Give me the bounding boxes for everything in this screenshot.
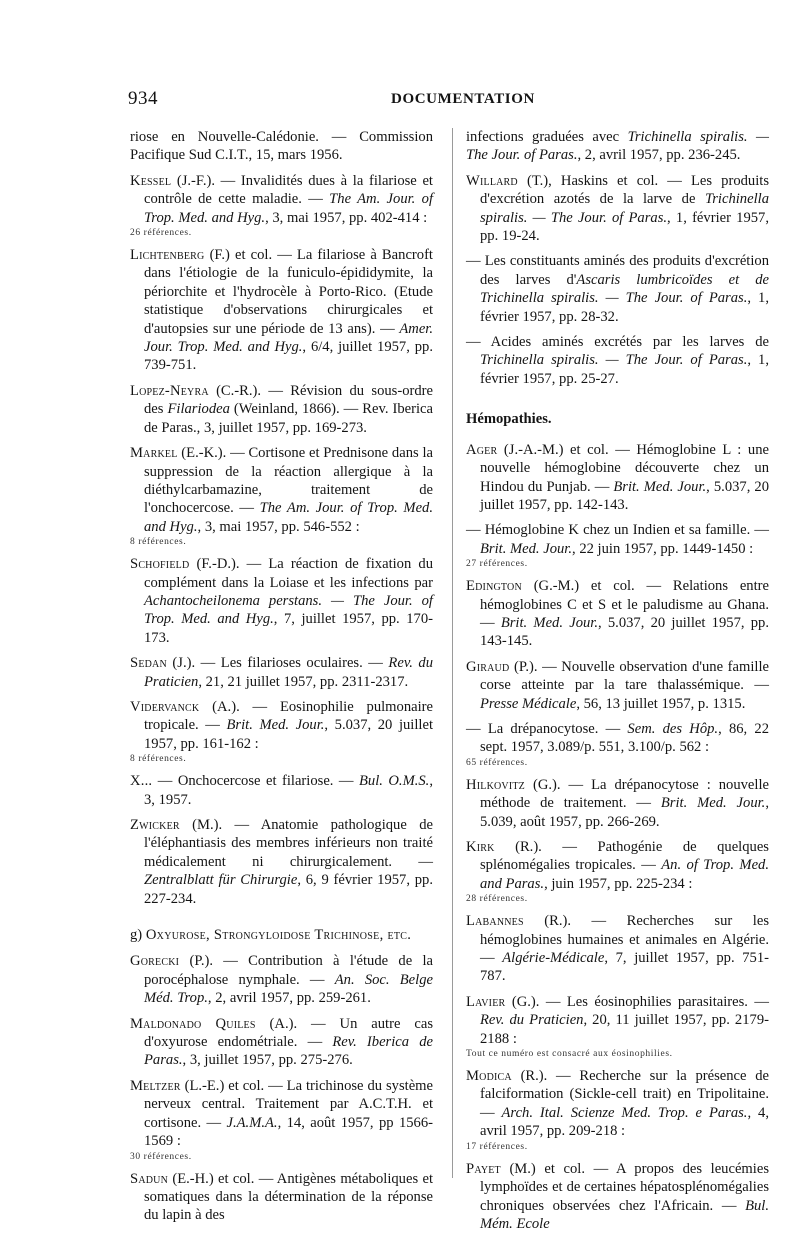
entry-author: Sadun: [130, 1170, 169, 1187]
bibliography-entry: [466, 912, 769, 986]
entry-text: (R.). — Pathogénie de quelques splénomégalies tropicales. —: [480, 839, 769, 874]
bibliography-entry: [130, 698, 433, 765]
bibliography-entry: [130, 816, 433, 908]
bibliography-entry: [466, 172, 769, 246]
bibliography-entry: [466, 993, 769, 1060]
entry-reference-count: 28 références.: [466, 894, 528, 905]
entry-author: Maldonado Quiles: [130, 1015, 256, 1032]
bibliography-entry: [466, 441, 769, 515]
bibliography-entry: [466, 776, 769, 831]
bibliography-entry: [130, 1170, 433, 1225]
entry-citation: , 5.037, 20 juillet 1957, pp. 143-145.: [480, 614, 769, 650]
entry-author: Edington: [466, 578, 522, 595]
column-divider: [452, 128, 453, 1178]
entry-journal: Achantocheilonema perstans. — The Jour. of Trop. Med. and Hyg.: [144, 592, 433, 628]
continued-entry: riose en Nouvelle-Calédonie. — Commission Pacifique Sud C.I.T., 15, mars 1956.: [130, 129, 433, 164]
bibliography-entry: [466, 252, 769, 326]
entry-reference-count: 8 références.: [130, 537, 187, 548]
bibliography-entry: [130, 772, 433, 809]
entry-text: (J.-A.-M.) et col. — Hémoglobine L : une nouvelle hémoglobine découverte chez un Hindou du Punjab. —: [480, 441, 769, 495]
entry-citation: , 6, 9 février 1957, pp. 227-234.: [144, 872, 433, 907]
entry-text: — Onchocercose et filariose. —: [152, 773, 359, 790]
entry-text: (R.). — Recherches sur les hémoglobines humaines et animales en Algérie. —: [480, 913, 769, 967]
bibliography-entry: [466, 838, 769, 905]
entry-reference-count: Tout ce numéro est consacré aux éosinophilies.: [466, 1049, 673, 1060]
entry-author: Sedan: [130, 655, 167, 672]
bibliography-entry: [130, 444, 433, 548]
entry-list: [130, 952, 433, 1224]
entry-journal: Ascaris lumbricoïdes et de Trichinella spiralis. — The Jour. of Paras.: [480, 271, 769, 307]
entry-list: [466, 441, 769, 1234]
entry-citation: , 5.037, 20 juillet 1957, pp. 161-162 :: [144, 717, 433, 752]
entry-list: [130, 172, 433, 908]
entry-text: (P.). — Nouvelle observation d'une famille corse atteinte par la tare thalassémique. —: [480, 658, 769, 694]
section-title: Oxyurose, Strongyloidose Trichinose, etc.: [145, 927, 412, 944]
entry-journal: An. of Trop. Med. and Paras.: [480, 857, 769, 892]
bibliography-entry: [466, 577, 769, 651]
entry-author: Kessel: [130, 172, 172, 189]
bibliography-entry: [466, 720, 769, 769]
entry-text: (E.-K.). — Cortisone et Prednisone dans la suppression de la réaction allergique à la diéthylcarbamazine, traitement de l'onchocercose. —: [144, 445, 433, 517]
entry-journal: Brit. Med. Jour.: [480, 540, 573, 557]
entry-journal: The Am. Jour. of Trop. Med. and Hyg.: [144, 191, 433, 226]
entry-author: Schofield: [130, 556, 190, 573]
entry-journal: Brit. Med. Jour.: [660, 795, 766, 812]
entry-journal: Trichinella spiralis. — The Jour. of Paras.: [480, 191, 769, 226]
entry-citation: , 4, avril 1957, pp. 209-218 :: [480, 1104, 769, 1140]
bibliography-entry: [130, 382, 433, 437]
entry-author: X...: [130, 773, 153, 790]
entry-citation: , 2, avril 1957, pp. 259-261.: [207, 990, 371, 1007]
entry-text: (L.-E.) et col. — La trichinose du système nerveux central. Traitement par A.C.T.H. et cortisone. —: [144, 1077, 433, 1131]
entry-reference-count: 27 références.: [466, 559, 528, 570]
entry-text: (R.). — Recherche sur la présence de falciformation (Sickle-cell trait) en Tripolitaine. —: [480, 1068, 769, 1121]
entry-text: — Hémoglobine K chez un Indien et sa famille. —: [466, 522, 769, 539]
entry-citation: , 5.039, août 1957, pp. 266-269.: [480, 795, 769, 830]
bibliography-entry: [130, 654, 433, 691]
bibliography-entry: [130, 1077, 433, 1163]
entry-text: (C.-R.). — Révision du sous-ordre des: [144, 382, 433, 418]
entry-text: (A.). — Eosinophilie pulmonaire tropicale. —: [144, 698, 433, 734]
entry-author: Lopez-Neyra: [130, 382, 209, 399]
bibliography-entry: [466, 658, 769, 713]
entry-author: Markel: [130, 445, 178, 462]
entry-journal: Sem. des Hôp.: [627, 720, 719, 737]
entry-text: (G.). — Les éosinophilies parasitaires. —: [505, 993, 769, 1010]
entry-author: Lichtenberg: [130, 247, 205, 264]
right-column: [466, 128, 769, 1240]
entry-journal: Rev. du Praticien: [144, 655, 433, 690]
entry-citation: (Weinland, 1866). — Rev. Iberica de Paras., 3, juillet 1957, pp. 169-273.: [144, 401, 434, 436]
entry-citation: , 56, 13 juillet 1957, p. 1315.: [576, 695, 746, 712]
entry-text: (J.). — Les filarioses oculaires. —: [166, 655, 389, 672]
entry-text: (F.) et col. — La filariose à Bancroft dans l'étiologie de la funiculo-épididymite, la périorchite et l'hydrocèle à Porto-Rico. (Etude statistique d'observations chirurgicales et d'autopsies sur une période de 13 ans). —: [144, 247, 433, 337]
entry-reference-count: 65 références.: [466, 757, 528, 768]
entry-journal: Bul. O.M.S.: [359, 773, 430, 790]
entry-reference-count: 26 références.: [130, 228, 192, 239]
entry-author: Meltzer: [130, 1077, 181, 1094]
entry-author: Willard: [466, 172, 518, 189]
bibliography-entry: [466, 333, 769, 388]
bibliography-entry: [466, 1067, 769, 1153]
entry-author: Zwicker: [130, 817, 180, 833]
entry-journal: Zentralblatt für Chirurgie: [144, 872, 298, 889]
section-heading-hemopathies: Hémopathies.: [466, 411, 552, 428]
entry-author: Labannes: [466, 913, 524, 930]
entry-citation: , 86, 22 sept. 1957, 3.089/p. 551, 3.100/p. 562 :: [480, 720, 770, 756]
entry-citation: , 5.037, 20 juillet 1957, pp. 142-143.: [480, 478, 769, 513]
entry-journal: Rev. Iberica de Paras.: [144, 1034, 433, 1069]
entry-text: (A.). — Un autre cas d'oxyurose endométriale. —: [144, 1015, 433, 1051]
entry-reference-count: 17 références.: [466, 1141, 528, 1152]
bibliography-entry: [466, 1160, 769, 1234]
entry-reference-count: 30 références.: [130, 1151, 192, 1162]
entry-citation: , 3, 1957.: [144, 773, 433, 808]
entry-text: (G.-M.) et col. — Relations entre hémoglobines C et S et le paludisme au Ghana. —: [480, 578, 769, 631]
entry-citation: , 21, 21 juillet 1957, pp. 2311-2317.: [198, 673, 409, 690]
entry-journal: Presse Médicale: [480, 695, 577, 712]
entry-author: Ager: [466, 441, 498, 458]
bibliography-entry: [466, 521, 769, 570]
entry-journal: Filariodea: [167, 401, 230, 418]
entry-citation: , 14, août 1957, pp 1566-1569 :: [144, 1114, 433, 1150]
entry-author: Vidervanck: [130, 698, 200, 715]
continued-entry: infections graduées avec Trichinella spiralis. — The Jour. of Paras., 2, avril 1957, pp. 236-245.: [466, 129, 769, 164]
bibliography-entry: [130, 555, 433, 647]
entry-author: Gorecki: [130, 953, 180, 970]
entry-citation: , juin 1957, pp. 225-234 :: [544, 875, 693, 892]
entry-author: Giraud: [466, 658, 510, 675]
entry-journal: Trichinella spiralis. — The Jour. of Paras.: [480, 352, 748, 369]
bibliography-entry: [130, 172, 433, 239]
entry-citation: , 3, juillet 1957, pp. 275-276.: [182, 1052, 353, 1069]
page-number: 934: [128, 88, 158, 109]
entry-journal: J.A.M.A.: [226, 1114, 278, 1131]
entry-text: — Les constituants aminés des produits d'excrétion des larves d': [466, 253, 769, 288]
entry-journal: Amer. Jour. Trop. Med. and Hyg.: [144, 320, 433, 356]
entry-journal: Arch. Ital. Scienze Med. Trop. e Paras.: [501, 1104, 748, 1121]
entry-journal: An. Soc. Belge Méd. Trop.: [144, 971, 433, 1007]
entry-text: (T.), Haskins et col. — Les produits d'excrétion azotés de la larve de: [480, 172, 769, 208]
entry-citation: , 22 juin 1957, pp. 1449-1450 :: [572, 540, 754, 557]
entry-citation: , 1, février 1957, pp. 19-24.: [480, 209, 770, 245]
entry-author: Hilkovitz: [466, 776, 525, 793]
entry-list: [466, 172, 769, 388]
entry-text: (F.-D.). — La réaction de fixation du complément dans la Loiase et les infections par: [144, 556, 433, 591]
entry-text: — Acides aminés excrétés par les larves de: [466, 334, 769, 351]
entry-text: (M.). — Anatomie pathologique de l'éléphantiasis des membres inférieurs non traité médicalement ni chirurgicalement. —: [144, 817, 433, 870]
left-column: [130, 128, 433, 1232]
entry-citation: , 20, 11 juillet 1957, pp. 2179-2188 :: [480, 1012, 769, 1047]
entry-citation: , 3, mai 1957, pp. 546-552 :: [197, 518, 360, 535]
entry-author: Payet: [466, 1160, 501, 1177]
entry-citation: , 1, février 1957, pp. 28-32.: [480, 290, 769, 325]
page-header: [128, 88, 738, 116]
bibliography-entry: [130, 1015, 433, 1070]
entry-citation: , 7, juillet 1957, pp. 751-787.: [480, 950, 769, 985]
entry-text: — La drépanocytose. —: [466, 720, 628, 737]
entry-text: (E.-H.) et col. — Antigènes métaboliques et somatiques dans la détermination de la réponse du lapin à des: [144, 1170, 433, 1224]
section-letter: g): [130, 927, 143, 944]
entry-journal: Brit. Med. Jour.: [613, 478, 707, 495]
entry-citation: , 1, février 1957, pp. 25-27.: [480, 352, 769, 387]
running-title: DOCUMENTATION: [391, 91, 535, 107]
section-heading-g: [130, 926, 433, 944]
entry-text: (M.) et col. — A propos des leucémies lymphoïdes et de certaines hépatosplénomégalies chroniques observées chez l'Africain. —: [480, 1160, 769, 1214]
entry-author: Kirk: [466, 839, 495, 855]
entry-citation: , 7, juillet 1957, pp. 170-173.: [144, 611, 433, 646]
entry-author: Lavier: [466, 993, 506, 1010]
entry-author: Modica: [466, 1068, 512, 1085]
entry-text: (G.). — La drépanocytose : nouvelle méthode de traitement. —: [480, 776, 769, 812]
entry-text: (J.-F.). — Invalidités dues à la filariose et contrôle de cette maladie. —: [144, 172, 433, 208]
entry-journal: Rev. du Praticien: [480, 1012, 584, 1029]
entry-reference-count: 8 références.: [130, 754, 187, 765]
entry-citation: , 3, mai 1957, pp. 402-414 :: [265, 209, 428, 226]
bibliography-entry: [130, 246, 433, 375]
entry-journal: Algérie-Médicale: [502, 950, 605, 967]
entry-journal: The Am. Jour. of Trop. Med. and Hyg.: [144, 500, 434, 535]
entry-citation: , 6/4, juillet 1957, pp. 739-751.: [144, 339, 434, 374]
entry-journal: Brit. Med. Jour.: [500, 614, 598, 631]
entry-journal: Bul. Mém. Ecole: [480, 1197, 769, 1232]
entry-journal: Brit. Med. Jour.: [226, 717, 325, 734]
bibliography-entry: [130, 952, 433, 1007]
entry-text: (P.). — Contribution à l'étude de la porocéphalose nymphale. —: [144, 953, 433, 988]
